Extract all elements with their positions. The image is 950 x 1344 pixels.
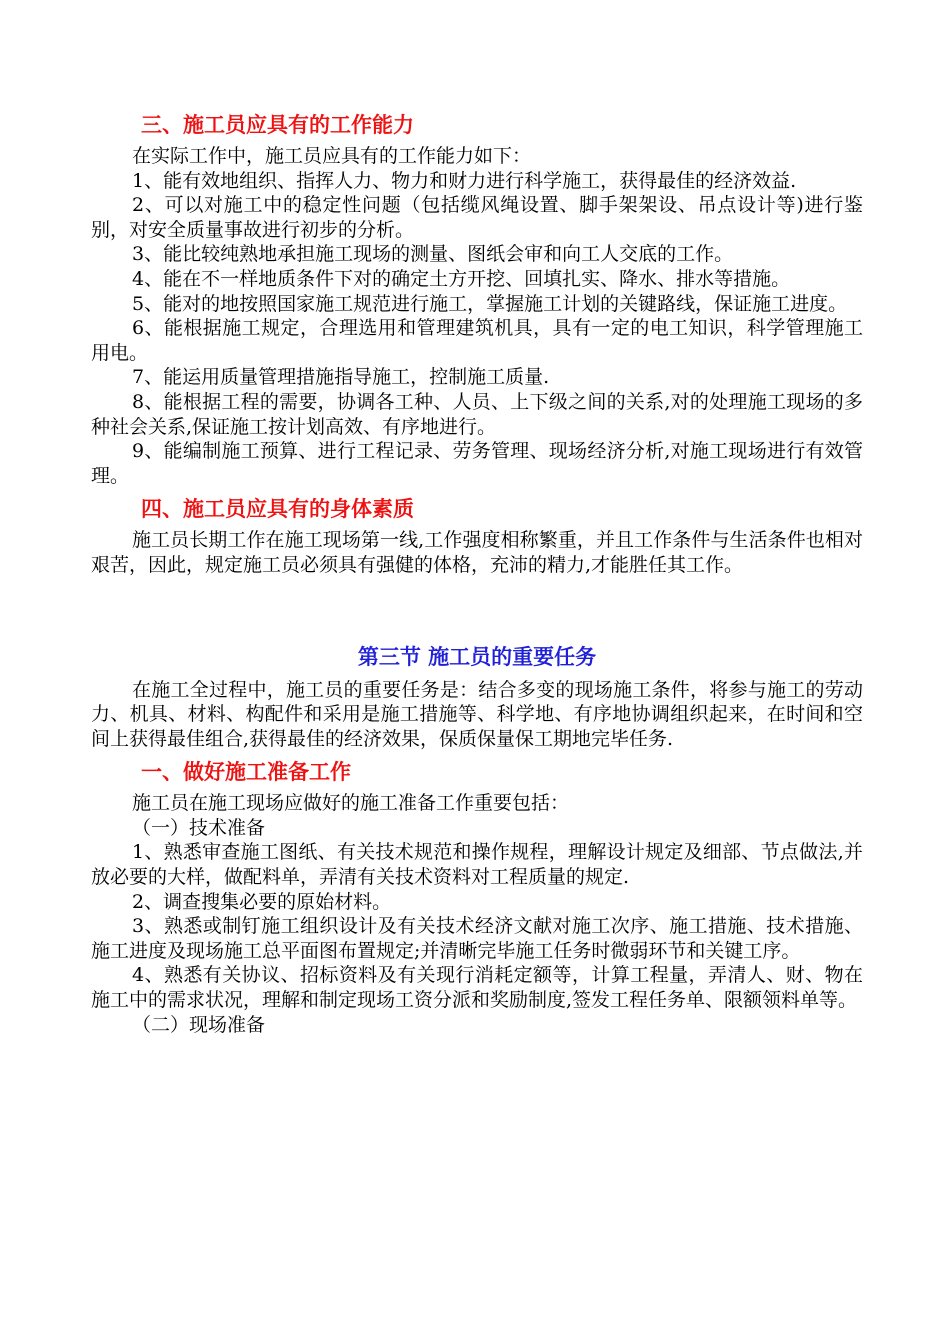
document-body — [91, 108, 863, 1037]
list-item: 5、能对的地按照国家施工规范进行施工，掌握施工计划的关键路线，保证施工进度。 — [132, 292, 848, 315]
list-item: 8、能根据工程的需要，协调各工种、人员、上下级之间的关系,对的处理施工现场的多种社会关系,保证施工按计划高效、有序地进行。 — [91, 390, 863, 438]
section-heading-four: 四、施工员应具有的身体素质 — [141, 497, 414, 522]
subsection-label: （一）技术准备 — [132, 816, 266, 839]
paragraph: 施工员长期工作在施工现场第一线,工作强度相称繁重，并且工作条件与生活条件也相对艰苦，因此，规定施工员必须具有强健的体格，充沛的精力,才能胜任其工作。 — [91, 529, 863, 576]
section-heading-three: 三、施工员应具有的工作能力 — [141, 113, 414, 137]
list-item: 2、可以对施工中的稳定性问题（包括缆风绳设置、脚手架架设、吊点设计等)进行鉴别，对安全质量事故进行初步的分析。 — [91, 194, 863, 241]
list-item: 1、能有效地组织、指挥人力、物力和财力进行科学施工，获得最佳的经济效益. — [132, 169, 797, 192]
section-heading-one: 一、做好施工准备工作 — [141, 760, 351, 785]
list-item: 9、能编制施工预算、进行工程记录、劳务管理、现场经济分析,对施工现场进行有效管理。 — [91, 440, 863, 487]
list-item: 7、能运用质量管理措施指导施工，控制施工质量. — [132, 366, 550, 389]
paragraph: 施工员在施工现场应做好的施工准备工作重要包括： — [132, 792, 570, 815]
list-item: 4、能在不一样地质条件下对的确定土方开挖、回填扎实、降水、排水等措施。 — [132, 267, 791, 290]
list-item: 2、调查搜集必要的原始材料。 — [132, 890, 392, 913]
list-item: 3、熟悉或制钉施工组织设计及有关技术经济文献对施工次序、施工措施、技术措施、施工进度及现场施工总平面图布置规定;并清晰完毕施工任务时微弱环节和关键工序。 — [91, 915, 863, 962]
paragraph: 在实际工作中，施工员应具有的工作能力如下： — [132, 145, 532, 167]
paragraph: 在施工全过程中，施工员的重要任务是：结合多变的现场施工条件，将参与施工的劳动力、机具、材料、构配件和采用是施工措施等、科学地、有序地协调组织起来，在时间和空间上获得最佳组合,获得最佳的经济效果，保质保量保工期地完毕任务. — [91, 678, 863, 750]
list-item: 4、熟悉有关协议、招标资料及有关现行消耗定额等，计算工程量，弄清人、财、物在施工中的需求状况，理解和制定现场工资分派和奖励制度,签发工程任务单、限额领料单等。 — [91, 964, 863, 1012]
list-item: 6、能根据施工规定，合理选用和管理建筑机具，具有一定的电工知识，科学管理施工用电。 — [91, 317, 863, 364]
subsection-label: （二）现场准备 — [132, 1013, 266, 1036]
list-item: 1、熟悉审查施工图纸、有关技术规范和操作规程，理解设计规定及细部、节点做法,并放必要的大样，做配料单，弄清有关技术资料对工程质量的规定. — [91, 841, 863, 889]
chapter-title: 第三节 施工员的重要任务 — [357, 644, 597, 669]
list-item: 3、能比较纯熟地承担施工现场的测量、图纸会审和向工人交底的工作。 — [132, 243, 734, 266]
